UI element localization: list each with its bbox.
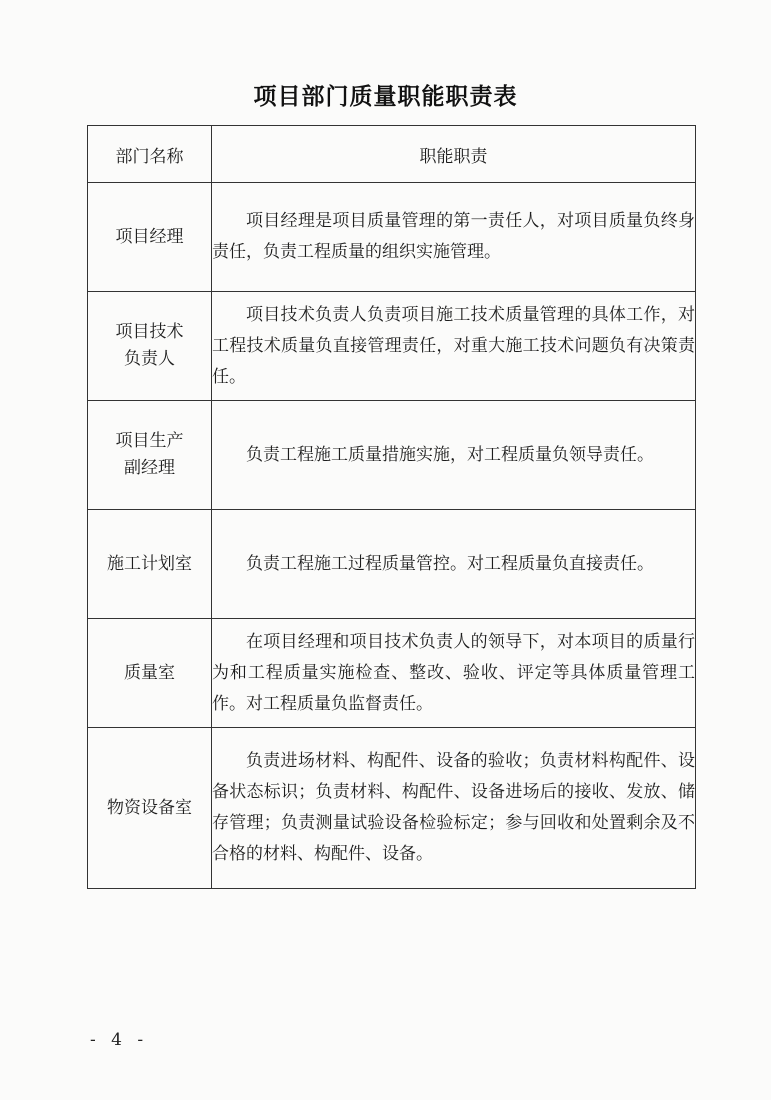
- table-row: [88, 728, 696, 889]
- duty-text: 负责工程施工质量措施实施，对工程质量负领导责任。: [246, 444, 654, 465]
- duty-text: 项目经理是项目质量管理的第一责任人，对项目质量负终身责任，负责工程质量的组织实施管理。: [212, 211, 695, 262]
- department-cell: [88, 619, 212, 728]
- department-cell: [88, 510, 212, 619]
- table-row: [88, 401, 696, 510]
- table-row: [88, 292, 696, 401]
- duty-text: 负责进场材料、构配件、设备的验收；负责材料构配件、设备状态标识；负责材料、构配件、设备进场后的接收、发放、储存管理；负责测量试验设备检验标定；参与回收和处置剩余及不合格的材料、构配件、设备。: [212, 751, 695, 864]
- table-header-row: [88, 126, 696, 183]
- duty-text: 在项目经理和项目技术负责人的领导下，对本项目的质量行为和工程质量实施检查、整改、验收、评定等具体质量管理工作。对工程质量负监督责任。: [212, 631, 695, 714]
- duty-cell: [212, 728, 696, 889]
- table-row: [88, 510, 696, 619]
- department-cell: [88, 401, 212, 510]
- duty-text: 负责工程施工过程质量管控。对工程质量负直接责任。: [246, 553, 654, 574]
- header-department: 部门名称: [88, 126, 212, 183]
- table-row: [88, 183, 696, 292]
- page-title: 项目部门质量职能职责表: [253, 84, 518, 110]
- table-row: [88, 619, 696, 728]
- duty-cell: [212, 183, 696, 292]
- department-name: 项目经理: [115, 226, 184, 247]
- duty-cell: [212, 292, 696, 401]
- page-number: - 4 -: [90, 1030, 149, 1050]
- header-duty: 职能职责: [212, 126, 696, 183]
- department-name: 项目生产副经理: [115, 431, 184, 478]
- duty-cell: [212, 619, 696, 728]
- department-name: 质量室: [124, 662, 175, 683]
- department-cell: [88, 728, 212, 889]
- department-name: 施工计划室: [107, 553, 192, 574]
- department-cell: [88, 183, 212, 292]
- duty-text: 项目技术负责人负责项目施工技术质量管理的具体工作，对工程技术质量负直接管理责任，对重大施工技术问题负有决策责任。: [212, 304, 695, 387]
- department-name: 物资设备室: [107, 797, 192, 818]
- duty-cell: [212, 401, 696, 510]
- duty-table: [87, 125, 696, 889]
- duty-cell: [212, 510, 696, 619]
- department-cell: [88, 292, 212, 401]
- department-name: 项目技术负责人: [115, 322, 184, 369]
